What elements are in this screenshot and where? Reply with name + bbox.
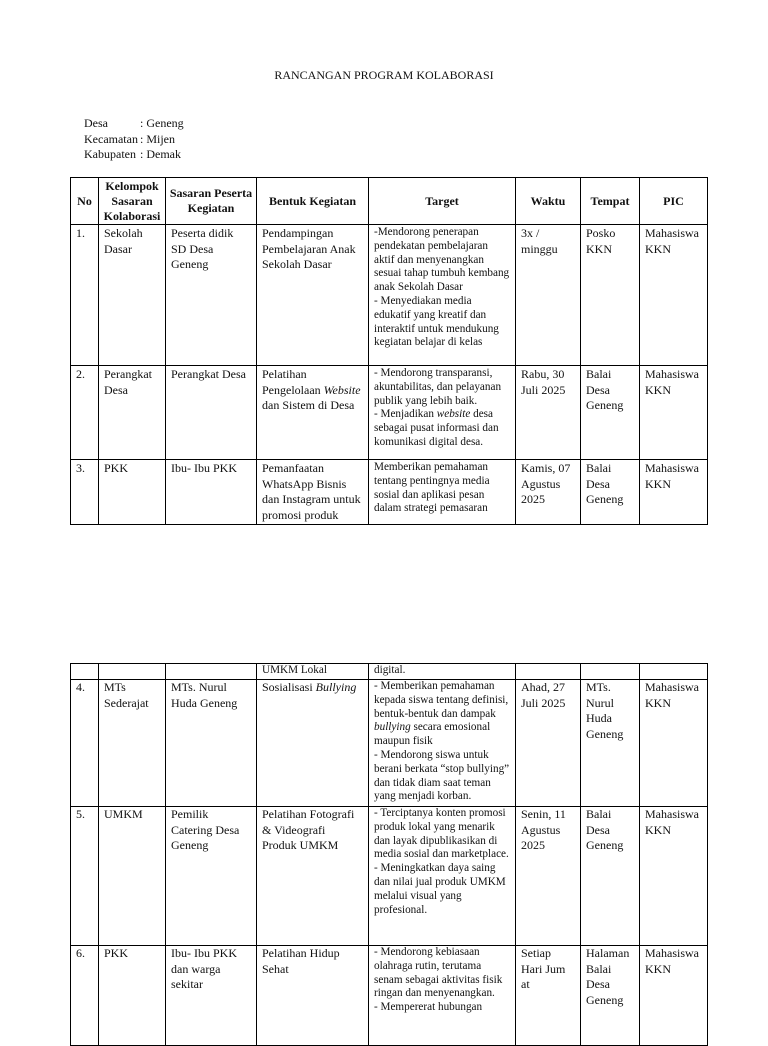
cell-kelompok: Perangkat Desa (99, 366, 166, 460)
header-bentuk: Bentuk Kegiatan (257, 178, 369, 225)
cell-no: 1. (71, 225, 99, 366)
target-point: - Mendorong siswa untuk berani berkata “stop bullying” dan tidak diam saat teman yang menjadi korban. (374, 748, 510, 803)
cell-bentuk: Pelatihan Hidup Sehat (257, 946, 369, 1046)
target-point: - Terciptanya konten promosi produk lokal yang menarik dan layak dipublikasikan di media sosial dan marketplace. (374, 807, 509, 861)
table-row (71, 680, 708, 807)
header-pic: PIC (640, 178, 708, 225)
cell-waktu (516, 664, 581, 680)
target-point: - Menyediakan media edukatif yang kreatif dan interaktif untuk mendukung kegiatan belajar di kelas (374, 294, 499, 349)
cell-tempat (581, 664, 640, 680)
cell-waktu: Senin, 11 Agustus 2025 (516, 807, 581, 946)
info-value: : Mijen (140, 131, 175, 146)
cell-sasaran: Peserta didik SD Desa Geneng (166, 225, 257, 366)
cell-sasaran: Ibu- Ibu PKK dan warga sekitar (166, 946, 257, 1046)
cell-tempat: Balai Desa Geneng (581, 366, 640, 460)
cell-target: digital. (369, 664, 516, 680)
cell-tempat: Posko KKN (581, 225, 640, 366)
cell-waktu: Ahad, 27 Juli 2025 (516, 680, 581, 807)
header-kelompok: Kelompok Sasaran Kolaborasi (99, 178, 166, 225)
cell-pic: Mahasiswa KKN (640, 680, 708, 807)
cell-target (369, 225, 516, 366)
cell-tempat: Balai Desa Geneng (581, 807, 640, 946)
cell-tempat: Balai Desa Geneng (581, 460, 640, 525)
info-label: Kabupaten (84, 147, 136, 161)
cell-kelompok (99, 664, 166, 680)
info-row-kecamatan (84, 132, 184, 148)
target-point: - Mendorong transparansi, akuntabilitas, dan pelayanan publik yang lebih baik. (374, 367, 502, 407)
header-no: No (71, 178, 99, 225)
table-row (71, 366, 708, 460)
cell-kelompok: PKK (99, 460, 166, 525)
target-text: - Memberikan pemahaman kepada siswa tentang definisi, bentuk-bentuk dan dampak (374, 680, 509, 720)
table-row (71, 225, 708, 366)
cell-bentuk: Pemanfaatan WhatsApp Bisnis dan Instagram untuk promosi produk (257, 460, 369, 525)
program-table (70, 177, 708, 525)
document-title: RANCANGAN PROGRAM KOLABORASI (274, 68, 494, 82)
cell-sasaran: Pemilik Catering Desa Geneng (166, 807, 257, 946)
bentuk-emphasis: Bullying (315, 680, 357, 694)
cell-sasaran: Ibu- Ibu PKK (166, 460, 257, 525)
info-row-kabupaten (84, 147, 184, 163)
cell-waktu: Setiap Hari Jum at (516, 946, 581, 1046)
cell-bentuk: UMKM Lokal (257, 664, 369, 680)
cell-target (369, 680, 516, 807)
program-table-continued (70, 663, 708, 1046)
cell-waktu: Kamis, 07 Agustus 2025 (516, 460, 581, 525)
cell-waktu: Rabu, 30 Juli 2025 (516, 366, 581, 460)
target-point (374, 408, 510, 449)
cell-sasaran (166, 664, 257, 680)
bentuk-emphasis: Website (323, 382, 361, 397)
cell-kelompok: MTs Sederajat (99, 680, 166, 807)
cell-target (369, 807, 516, 946)
cell-tempat: Halaman Balai Desa Geneng (581, 946, 640, 1046)
cell-bentuk (257, 366, 369, 460)
target-text: - Menjadikan (374, 408, 437, 421)
header-waktu: Waktu (516, 178, 581, 225)
cell-pic: Mahasiswa KKN (640, 366, 708, 460)
cell-kelompok: Sekolah Dasar (99, 225, 166, 366)
header-target: Target (369, 178, 516, 225)
cell-no: 4. (71, 680, 99, 807)
table-row (71, 946, 708, 1046)
cell-waktu: 3x / minggu (516, 225, 581, 366)
cell-pic: Mahasiswa KKN (640, 460, 708, 525)
target-point: -Mendorong penerapan pendekatan pembelajaran aktif dan menyenangkan sesuai tahap tumbuh kembang anak Sekolah Dasar (374, 226, 510, 294)
cell-pic: Mahasiswa KKN (640, 946, 708, 1046)
info-label: Desa (84, 116, 108, 130)
cell-pic: Mahasiswa KKN (640, 807, 708, 946)
cell-bentuk: Pendampingan Pembelajaran Anak Sekolah Dasar (257, 225, 369, 366)
bentuk-text: Sosialisasi (262, 680, 316, 694)
target-point: - Mempererat hubungan (374, 1001, 483, 1014)
target-point: - Mendorong kebiasaan olahraga rutin, terutama senam sebagai aktivitas fisik ringan dan menyenangkan. (374, 946, 503, 1000)
cell-bentuk (257, 680, 369, 807)
cell-tempat: MTs. Nurul Huda Geneng (581, 680, 640, 807)
header-tempat: Tempat (581, 178, 640, 225)
cell-target (369, 366, 516, 460)
info-label: Kecamatan (84, 131, 138, 146)
target-point: - Meningkatkan daya saing dan nilai jual produk UMKM melalui visual yang profesional. (374, 862, 506, 916)
cell-target (369, 946, 516, 1046)
info-value: : Geneng (140, 116, 184, 130)
table-row (71, 807, 708, 946)
cell-no: 2. (71, 366, 99, 460)
header-sasaran: Sasaran Peserta Kegiatan (166, 178, 257, 225)
info-row-desa (84, 116, 184, 132)
cell-pic: Mahasiswa KKN (640, 225, 708, 366)
cell-sasaran: MTs. Nurul Huda Geneng (166, 680, 257, 807)
table-row-continuation (71, 664, 708, 680)
cell-pic (640, 664, 708, 680)
cell-kelompok: PKK (99, 946, 166, 1046)
target-point: Memberikan pemahaman tentang pentingnya media sosial dan aplikasi pesan dalam strategi pemasaran (374, 461, 490, 515)
bentuk-text: Pelatihan Pengelolaan (262, 367, 324, 397)
target-emphasis: website (436, 408, 471, 421)
cell-target (369, 460, 516, 525)
target-text: desa sebagai pusat informasi dan komunikasi digital desa. (374, 408, 499, 448)
table-header-row (71, 178, 708, 225)
cell-no: 3. (71, 460, 99, 525)
cell-sasaran: Perangkat Desa (166, 366, 257, 460)
cell-no: 6. (71, 946, 99, 1046)
target-point (374, 680, 510, 749)
location-info (84, 116, 184, 163)
info-value: : Demak (140, 147, 181, 161)
cell-kelompok: UMKM (99, 807, 166, 946)
table-row (71, 460, 708, 525)
target-text: secara emosional maupun fisik (374, 721, 491, 748)
cell-no (71, 664, 99, 680)
target-emphasis: bullying (374, 721, 411, 734)
cell-bentuk: Pelatihan Fotografi & Videografi Produk UMKM (257, 807, 369, 946)
bentuk-text: dan Sistem di Desa (262, 398, 355, 412)
cell-no: 5. (71, 807, 99, 946)
